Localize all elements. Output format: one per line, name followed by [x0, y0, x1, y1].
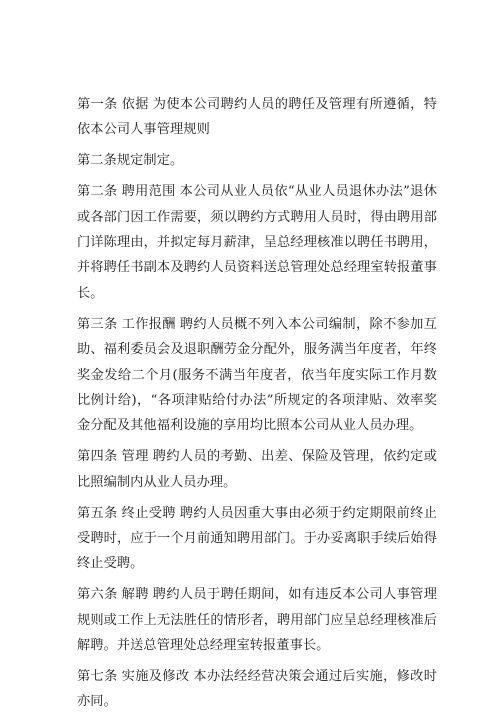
clause-number: 第五条	[77, 505, 118, 521]
clause-text: 本办法经经营决策会通过后实施，修改时亦同。	[77, 669, 437, 710]
clause-number: 第七条	[77, 669, 118, 685]
clause-title: 终止受聘	[121, 505, 176, 521]
clause-7	[77, 664, 437, 715]
clause-text: 聘约人员概不列入本公司编制，除不参加互助、福利委员会及退职酬劳金分配外，服务满当年度者，年终奖金发给二个月(服务不满当年度者，依当年度实际工作月数比例计给)，“各项津贴给付办法”所规定的各项津贴、效率奖金分配及其他福利设施的享用均比照本公司从业人员办理。	[77, 316, 437, 434]
clause-title: 实施及修改	[121, 669, 190, 685]
clause-title: 管理	[121, 449, 149, 465]
document-body	[77, 92, 437, 720]
clause-text: 聘约人员于聘任期间，如有违反本公司人事管理规则或工作上无法胜任的情形者，聘用部门应呈总经理核准后解聘。并送总管理处总经理室转报董事长。	[77, 587, 438, 654]
clause-title: 依据	[121, 97, 149, 112]
clause-number: 第六条	[77, 587, 118, 603]
clause-2	[77, 179, 437, 306]
clause-number: 第二条	[77, 184, 118, 200]
clause-number: 第三条	[77, 316, 118, 332]
clause-1	[77, 92, 437, 143]
clause-text: 第二条规定制定。	[77, 153, 184, 169]
clause-title: 工作报酬	[121, 316, 176, 332]
clause-5	[77, 501, 437, 577]
clause-text: 聘约人员的考勤、出差、保险及管理，依约定或比照编制内从业人员办理。	[77, 449, 438, 490]
clause-3	[77, 312, 437, 439]
clause-1-continued	[77, 148, 437, 173]
clause-text: 为使本公司聘约人员的聘任及管理有所遵循，特依本公司人事管理规则	[77, 97, 438, 138]
clause-title: 解聘	[121, 587, 149, 603]
clause-text: 聘约人员因重大事由必须于约定期限前终止受聘时，应于一个月前通知聘用部门。于办妥离职手续后始得终止受聘。	[77, 505, 437, 572]
clause-number: 第四条	[77, 449, 118, 465]
clause-number: 第一条	[77, 97, 118, 112]
clause-text: 本公司从业人员依“从业人员退休办法”退休或各部门因工作需要，须以聘约方式聘用人员时，得由聘用部门详陈理由，并拟定每月薪津，呈总经理核准以聘任书聘用，并将聘任书副本及聘约人员资料送总管理处总经理室转报董事长。	[77, 184, 437, 301]
clause-title: 聘用范围	[121, 184, 176, 200]
clause-4	[77, 444, 437, 495]
clause-6	[77, 582, 437, 658]
